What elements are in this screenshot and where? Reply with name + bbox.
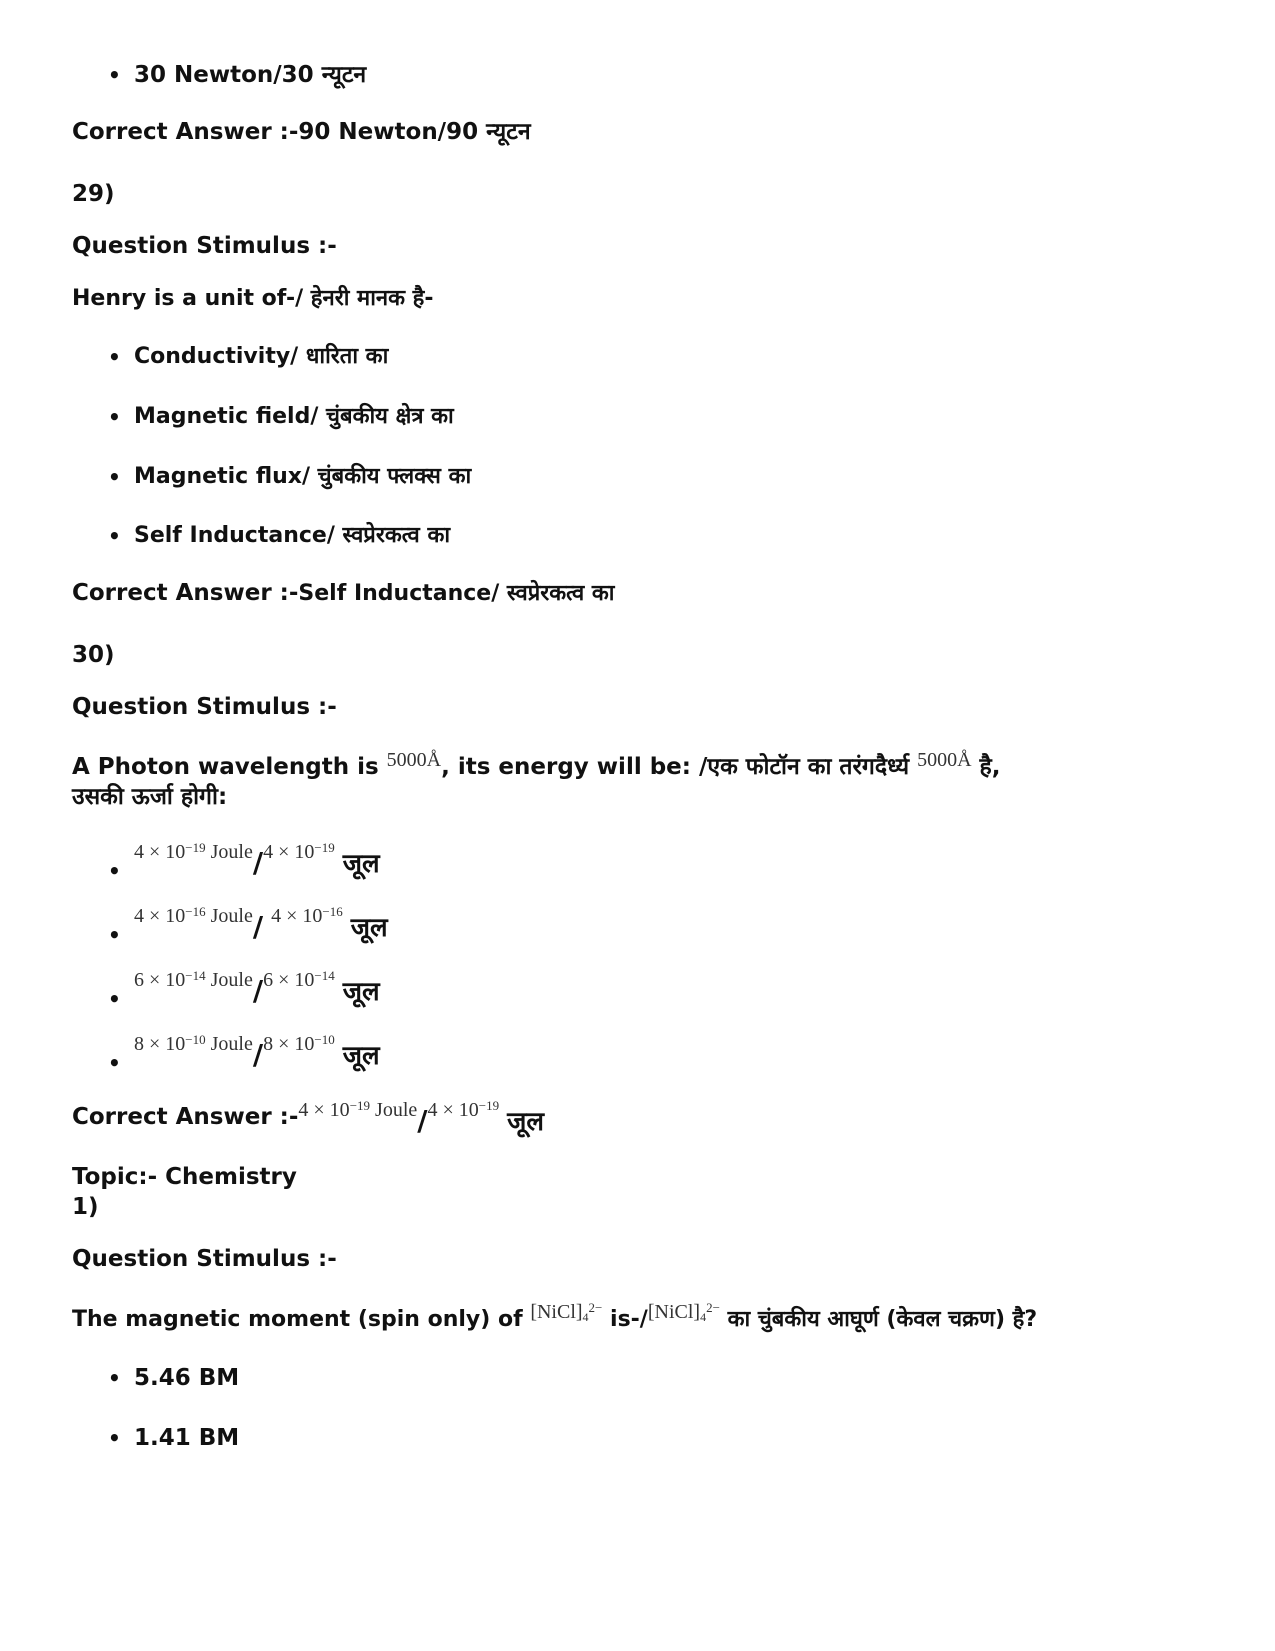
option-4: Self Inductance/ स्वप्रेरकत्व का <box>134 523 451 548</box>
option-1: Conductivity/ धारिता का <box>134 344 389 369</box>
exponent: −16 <box>185 904 206 919</box>
energy-formula-hi <box>263 841 335 863</box>
complex-sub: 4 <box>700 1310 707 1324</box>
option-3 <box>134 970 380 1005</box>
exponent: −14 <box>185 968 206 983</box>
stimulus-label: Question Stimulus :- <box>72 1246 337 1272</box>
unit-hindi: जूल <box>342 1041 380 1071</box>
correct-answer-value: 90 Newton/90 न्यूटन <box>298 119 531 145</box>
option-2: Magnetic field/ चुंबकीय क्षेत्र का <box>134 404 454 429</box>
wavelength-formula: 5000Å <box>386 749 442 771</box>
option-4 <box>134 1034 380 1069</box>
exponent: −19 <box>185 840 206 855</box>
unit: Joule <box>210 1033 253 1055</box>
question-part: The magnetic moment (spin only) of <box>72 1307 531 1332</box>
times: × 10 <box>278 1033 315 1055</box>
mantissa: 8 <box>263 1033 274 1055</box>
complex-sup: 2− <box>706 1300 720 1315</box>
energy-formula <box>134 841 253 863</box>
option-2: 1.41 BM <box>134 1425 240 1451</box>
mantissa: 4 <box>134 841 144 863</box>
times: × 10 <box>278 841 315 863</box>
correct-answer <box>72 1100 544 1135</box>
complex-formula <box>530 1301 602 1323</box>
question-part: , its energy will be: /एक फोटॉन का तरंगदैर्ध्य <box>441 754 918 780</box>
times: × 10 <box>442 1099 479 1121</box>
unit: Joule <box>210 969 253 991</box>
question-number: 30) <box>72 642 115 668</box>
times: × 10 <box>149 905 186 927</box>
question-part: है, <box>971 754 1001 780</box>
energy-formula-hi <box>427 1099 499 1121</box>
topic-heading: Topic:- Chemistry <box>72 1164 297 1190</box>
times: × 10 <box>286 905 323 927</box>
slash: / <box>252 974 264 1007</box>
bullet: • <box>108 1366 121 1390</box>
exponent: −19 <box>314 840 335 855</box>
mantissa: 4 <box>134 905 144 927</box>
complex: [NiCl] <box>530 1301 583 1323</box>
unit-hindi: जूल <box>350 913 388 943</box>
question-text: Henry is a unit of-/ हेनरी मानक है- <box>72 286 434 311</box>
correct-answer <box>72 578 614 609</box>
times: × 10 <box>149 969 186 991</box>
mantissa: 6 <box>263 969 274 991</box>
question-part: A Photon wavelength is <box>72 754 387 780</box>
times: × 10 <box>149 841 186 863</box>
question-text <box>72 1300 1038 1337</box>
question-text-line2: उसकी ऊर्जा होगी: <box>72 784 228 810</box>
exponent: −19 <box>478 1098 500 1113</box>
slash: / <box>252 846 264 879</box>
exponent: −10 <box>314 1032 335 1047</box>
times: × 10 <box>149 1033 186 1055</box>
question-number: 1) <box>72 1194 99 1220</box>
bullet: • <box>108 859 121 883</box>
unit-hindi: जूल <box>342 849 380 879</box>
energy-formula <box>298 1099 417 1121</box>
stimulus-label: Question Stimulus :- <box>72 233 337 259</box>
correct-answer-label: Correct Answer :- <box>72 119 299 145</box>
exponent: −16 <box>322 904 343 919</box>
correct-answer <box>72 117 531 147</box>
correct-answer-value: Self Inductance/ स्वप्रेरकत्व का <box>298 581 615 606</box>
question-part: का चुंबकीय आघूर्ण (केवल चक्रण) है? <box>719 1307 1038 1332</box>
bullet: • <box>108 63 121 87</box>
bullet: • <box>108 345 121 369</box>
bullet: • <box>108 987 121 1011</box>
exponent: −19 <box>349 1098 371 1113</box>
unit: Joule <box>210 905 253 927</box>
option-1 <box>134 842 380 877</box>
correct-answer-label: Correct Answer :- <box>72 580 299 606</box>
bullet: • <box>108 1051 121 1075</box>
wavelength-formula: 5000Å <box>917 749 972 771</box>
bullet: • <box>108 405 121 429</box>
energy-formula-hi <box>263 969 335 991</box>
times: × 10 <box>313 1099 350 1121</box>
energy-formula-hi <box>271 905 343 927</box>
bullet: • <box>108 1426 121 1450</box>
slash: / <box>252 910 264 943</box>
question-part: is-/ <box>602 1307 648 1332</box>
option-text: 30 Newton/30 न्यूटन <box>134 62 367 88</box>
option-3: Magnetic flux/ चुंबकीय फ्लक्स का <box>134 464 472 489</box>
question-number: 29) <box>72 181 115 207</box>
stimulus-label: Question Stimulus :- <box>72 694 337 720</box>
question-text <box>72 749 1001 783</box>
energy-formula-hi <box>263 1033 335 1055</box>
bullet: • <box>108 465 121 489</box>
slash: / <box>417 1104 428 1137</box>
option-1: 5.46 BM <box>134 1365 240 1391</box>
correct-answer-label: Correct Answer :- <box>72 1104 299 1130</box>
unit: Joule <box>210 841 253 863</box>
exponent: −10 <box>185 1032 206 1047</box>
complex-sub: 4 <box>582 1310 589 1324</box>
energy-formula <box>134 969 253 991</box>
unit-hindi: जूल <box>342 977 380 1007</box>
option-2 <box>134 906 388 941</box>
mantissa: 4 <box>298 1099 309 1121</box>
unit: Joule <box>375 1099 418 1121</box>
mantissa: 4 <box>427 1099 438 1121</box>
mantissa: 4 <box>271 905 282 927</box>
exponent: −14 <box>314 968 335 983</box>
bullet: • <box>108 923 121 947</box>
energy-formula <box>134 905 253 927</box>
complex-formula <box>648 1301 720 1323</box>
complex: [NiCl] <box>647 1301 701 1323</box>
bullet: • <box>108 524 121 548</box>
complex-sup: 2− <box>588 1300 603 1315</box>
mantissa: 8 <box>134 1033 144 1055</box>
slash: / <box>252 1038 264 1071</box>
mantissa: 6 <box>134 969 144 991</box>
unit-hindi: जूल <box>507 1107 545 1137</box>
times: × 10 <box>278 969 315 991</box>
mantissa: 4 <box>263 841 274 863</box>
energy-formula <box>134 1033 253 1055</box>
